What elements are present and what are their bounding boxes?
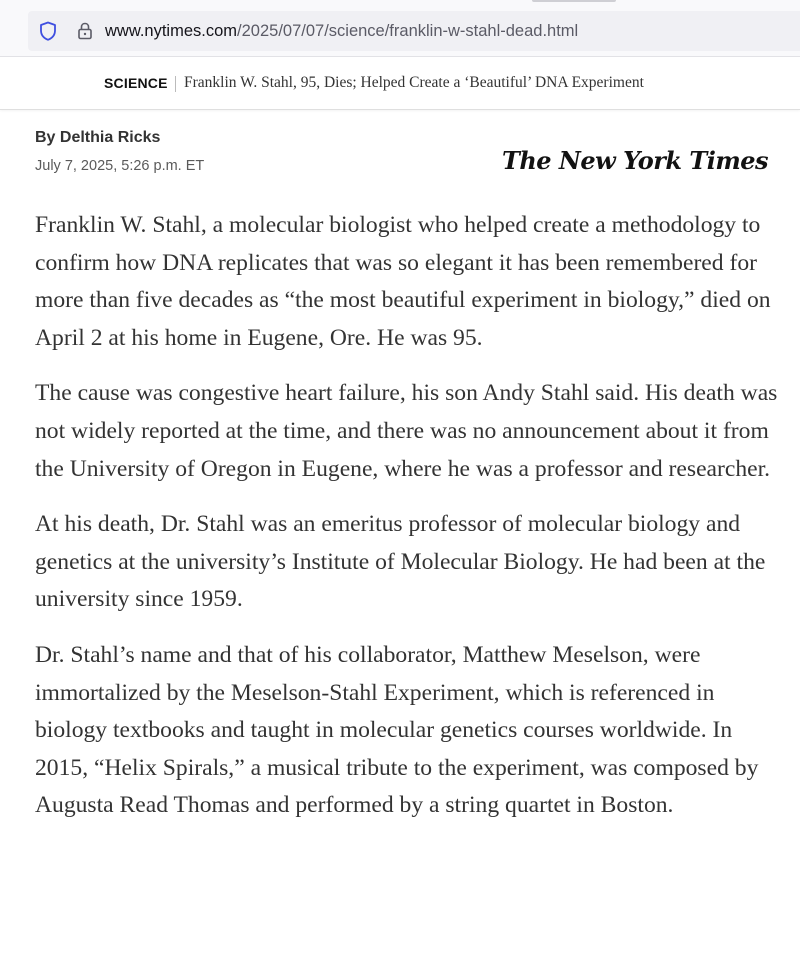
header-headline: Franklin W. Stahl, 95, Dies; Helped Create a ‘Beautiful’ DNA Experiment: [184, 74, 644, 91]
article-paragraph: The cause was congestive heart failure, his son Andy Stahl said. His death was not widely reported at the time, and there was no announcement about it from the University of Oregon in Eugene, where he was a professor and researcher.: [35, 380, 778, 482]
article-paragraph: At his death, Dr. Stahl was an emeritus professor of molecular biology and genetics at the university’s Institute of Molecular Biology. He had been at the university since 1959.: [35, 511, 766, 613]
section-divider: [175, 76, 176, 92]
article-body: [35, 207, 790, 843]
browser-toolbar: [0, 0, 800, 57]
address-bar[interactable]: [28, 11, 800, 51]
nyt-logo: The New York Times: [502, 146, 768, 175]
lock-icon[interactable]: [74, 20, 96, 42]
article-paragraph: Franklin W. Stahl, a molecular biologist who helped create a methodology to confirm how DNA replicates that was so elegant it has been remembered for more than five decades as “the most beautiful experiment in biology,” died on April 2 at his home in Eugene, Ore. He was 95.: [35, 212, 771, 351]
url-text[interactable]: [105, 21, 578, 41]
publish-date: July 7, 2025, 5:26 p.m. ET: [35, 158, 205, 174]
byline-author[interactable]: By Delthia Ricks: [35, 129, 161, 146]
article-paragraph: Dr. Stahl’s name and that of his collaborator, Matthew Meselson, were immortalized by the Meselson-Stahl Experiment, which is referenced in biology textbooks and taught in molecular genetics courses worldwide. In 2015, “Helix Spirals,” a musical tribute to the experiment, was composed by Augusta Read Thomas and performed by a string quartet in Boston.: [35, 641, 759, 819]
section-header: [0, 57, 800, 110]
url-host: www.nytimes.com: [105, 22, 238, 40]
url-path: /2025/07/07/science/franklin-w-stahl-dead.html: [237, 22, 579, 40]
section-label[interactable]: SCIENCE: [104, 75, 168, 91]
tab-indicator: [532, 0, 616, 2]
shield-icon[interactable]: [37, 20, 59, 42]
